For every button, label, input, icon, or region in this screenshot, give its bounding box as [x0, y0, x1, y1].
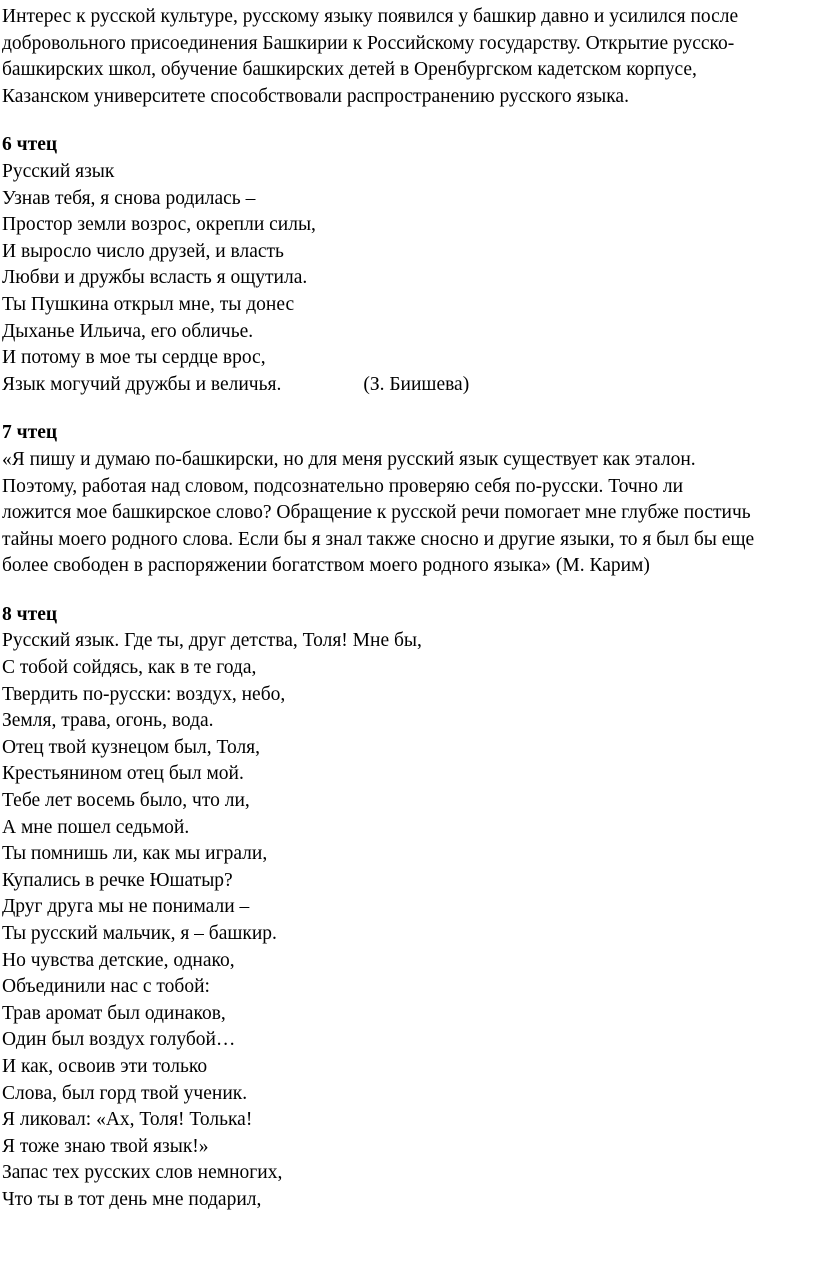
poem-line: Любви и дружбы всласть я ощутила.	[2, 267, 308, 289]
poem-line: С тобой сойдясь, как в те года,	[2, 657, 257, 679]
reader-8-section	[2, 602, 810, 1214]
poem-author: (З. Биишева)	[363, 373, 470, 395]
reader-8-heading: 8 чтец	[2, 603, 58, 625]
intro-line: Интерес к русской культуре, русскому языку появился у башкир давно и усилился после	[2, 6, 739, 27]
intro-paragraph	[2, 4, 810, 110]
reader-6-heading: 6 чтец	[2, 134, 58, 156]
document-page	[2, 4, 810, 1214]
poem-line: Земля, трава, огонь, вода.	[2, 710, 214, 732]
poem-last-line	[2, 372, 810, 399]
poem-line: Твердить по-русски: воздух, небо,	[2, 683, 286, 705]
poem-line: Крестьянином отец был мой.	[2, 763, 244, 785]
poem-line: Я тоже знаю твой язык!»	[2, 1135, 209, 1157]
poem-line: Трав аромат был одинаков,	[2, 1002, 226, 1024]
reader-7-heading: 7 чтец	[2, 422, 58, 444]
intro-line: Казанском университете способствовали распространению русского языка.	[2, 85, 629, 107]
poem-line: Русский язык	[2, 160, 115, 182]
poem-line: И выросло число друзей, и власть	[2, 240, 284, 262]
poem-line: Дыханье Ильича, его обличье.	[2, 320, 254, 342]
intro-line: башкирских школ, обучение башкирских детей в Оренбургском кадетском корпусе,	[2, 59, 697, 81]
poem-line: Ты Пушкина открыл мне, ты донес	[2, 293, 295, 315]
poem-line: Тебе лет восемь было, что ли,	[2, 790, 250, 812]
poem-line: А мне пошел седьмой.	[2, 816, 190, 838]
poem-line: Друг друга мы не понимали –	[2, 896, 250, 918]
intro-line: добровольного присоединения Башкирии к Российскому государству. Открытие русско-	[2, 32, 735, 54]
quote-line: тайны моего родного слова. Если бы я знал также сносно и другие языки, то я был бы еще	[2, 528, 755, 550]
reader-7-section	[2, 420, 810, 580]
quote-line: Поэтому, работая над словом, подсознательно проверяю себя по-русски. Точно ли	[2, 475, 684, 497]
poem-line: И потому в мое ты сердце врос,	[2, 347, 266, 369]
poem-line: Ты помнишь ли, как мы играли,	[2, 843, 268, 865]
quote-line: более свободен в распоряжении богатством моего родного языка» (М. Карим)	[2, 555, 650, 577]
poem-line: Запас тех русских слов немногих,	[2, 1162, 283, 1184]
quote-line: ложится мое башкирское слово? Обращение к русской речи помогает мне глубже постичь	[2, 502, 751, 524]
poem-line: Слова, был горд твой ученик.	[2, 1082, 248, 1104]
poem-line: Узнав тебя, я снова родилась –	[2, 187, 256, 209]
poem-line: Простор земли возрос, окрепли силы,	[2, 214, 316, 236]
poem-line: Объединили нас с тобой:	[2, 976, 210, 998]
poem-line: Ты русский мальчик, я – башкир.	[2, 923, 277, 944]
poem-line: И как, освоив эти только	[2, 1055, 208, 1077]
poem-line: Купались в речке Юшатыр?	[2, 869, 233, 891]
reader-6-section	[2, 132, 810, 398]
poem-line-text: Язык могучий дружбы и величья.	[2, 373, 282, 395]
poem-line: Русский язык. Где ты, друг детства, Толя! Мне бы,	[2, 630, 422, 652]
poem-line: Отец твой кузнецом был, Толя,	[2, 736, 261, 758]
poem-line: Я ликовал: «Ах, Толя! Толька!	[2, 1109, 253, 1131]
poem-line: Один был воздух голубой…	[2, 1029, 236, 1051]
poem-line: Что ты в тот день мне подарил,	[2, 1188, 262, 1210]
quote-line: «Я пишу и думаю по-башкирски, но для меня русский язык существует как эталон.	[2, 448, 696, 470]
poem-line: Но чувства детские, однако,	[2, 949, 235, 971]
